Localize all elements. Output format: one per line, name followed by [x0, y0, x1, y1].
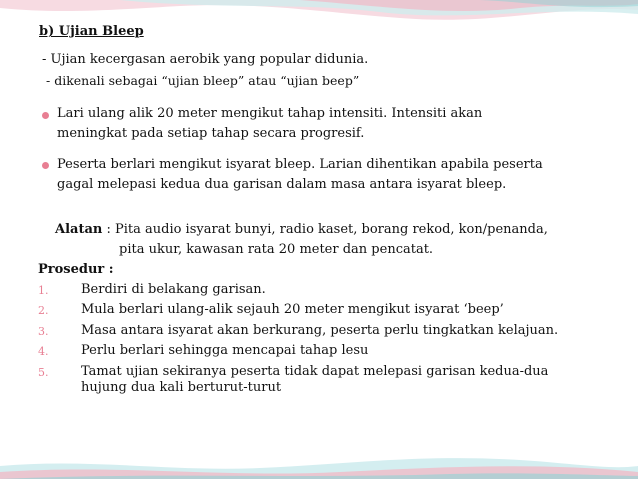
step-number: 1.: [38, 284, 49, 297]
bullet-dot-icon: [42, 162, 49, 169]
step-number: 2.: [38, 304, 49, 317]
equipment-separator: :: [102, 222, 115, 237]
bullet-1-line-2: meningkat pada setiap tahap secara progresif.: [57, 126, 365, 141]
bullet-2-line-1: Peserta berlari mengikut isyarat bleep. Larian dihentikan apabila peserta: [57, 157, 543, 172]
equipment-line-2: pita ukur, kawasan rata 20 meter dan pencatat.: [119, 242, 434, 257]
step-text-continued: hujung dua kali berturut-turut: [81, 380, 282, 395]
step-text: Berdiri di belakang garisan.: [81, 282, 266, 297]
step-text: Mula berlari ulang-alik sejauh 20 meter mengikut isyarat ‘beep’: [81, 302, 504, 317]
step-number: 4.: [38, 345, 49, 358]
step-text: Perlu berlari sehingga mencapai tahap lesu: [81, 343, 369, 358]
bullet-1-line-1: Lari ulang alik 20 meter mengikut tahap intensiti. Intensiti akan: [57, 106, 483, 121]
intro-line-1: - Ujian kecergasan aerobik yang popular didunia.: [42, 52, 369, 67]
step-text: Masa antara isyarat akan berkurang, peserta perlu tingkatkan kelajuan.: [81, 323, 559, 338]
bullet-dot-icon: [42, 112, 49, 119]
equipment-text-1: Pita audio isyarat bunyi, radio kaset, borang rekod, kon/penanda,: [114, 222, 548, 237]
step-number: 5.: [38, 366, 49, 379]
equipment-label: Alatan: [55, 222, 103, 237]
intro-line-2: - dikenali sebagai “ujian bleep” atau “ujian beep”: [46, 73, 360, 88]
step-text: Tamat ujian sekiranya peserta tidak dapat melepasi garisan kedua-dua: [81, 364, 549, 379]
procedure-heading: Prosedur :: [38, 262, 114, 277]
equipment-line-1: [55, 220, 548, 240]
step-number: 3.: [38, 325, 49, 338]
bottom-wave-decoration: [0, 452, 638, 479]
slide-title: b) Ujian Bleep: [39, 24, 144, 39]
bullet-2-line-2: gagal melepasi kedua dua garisan dalam masa antara isyarat bleep.: [57, 177, 507, 192]
